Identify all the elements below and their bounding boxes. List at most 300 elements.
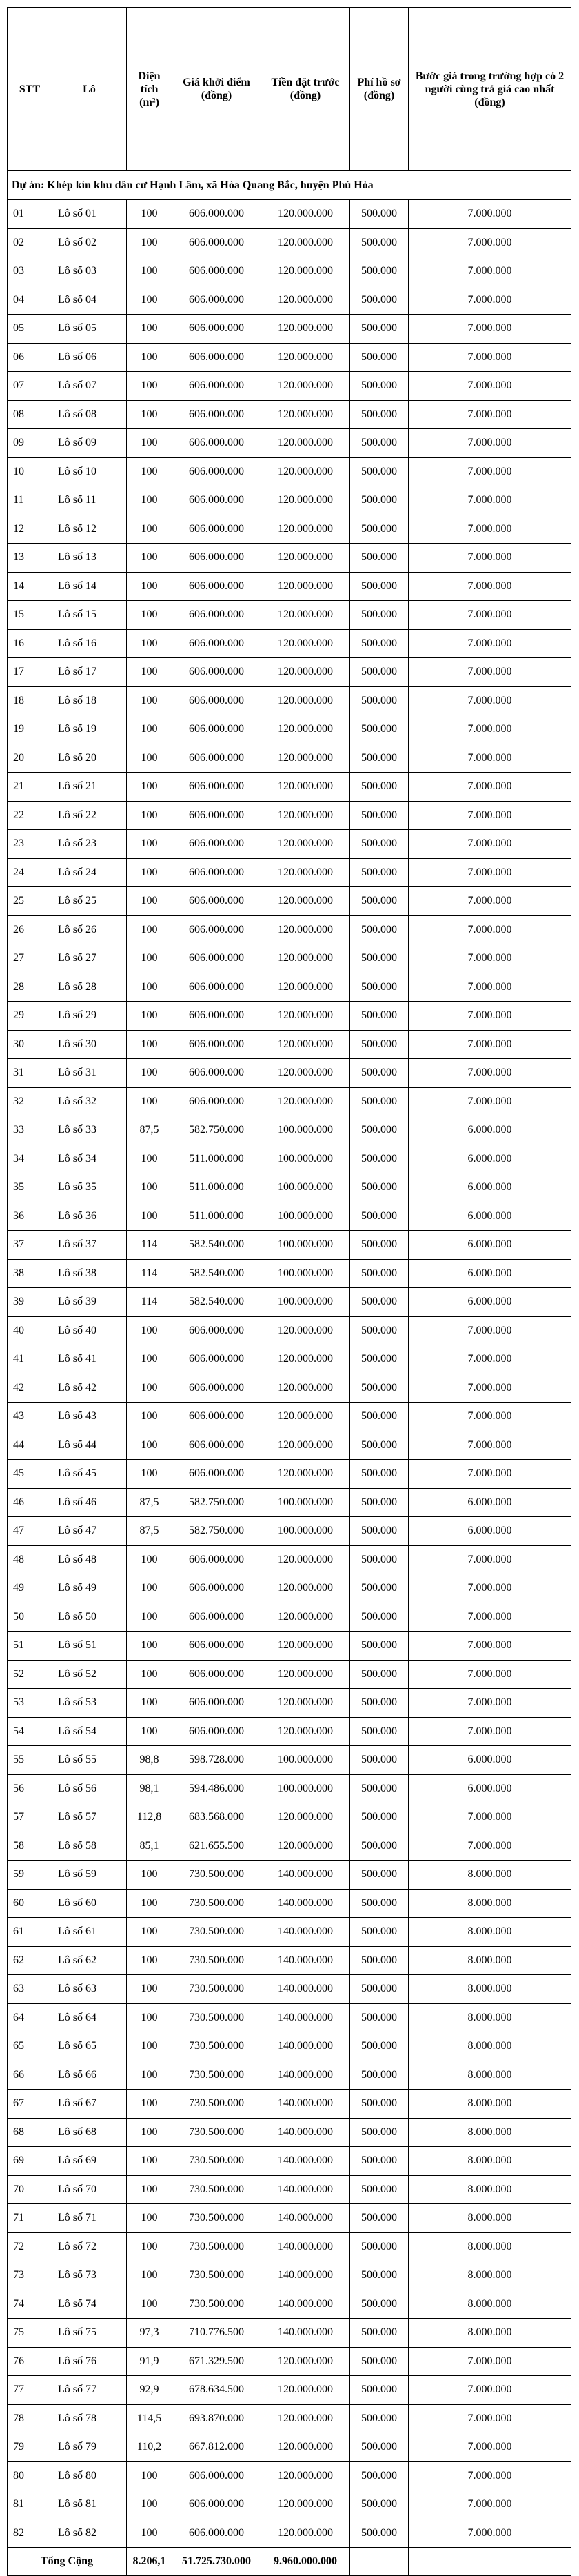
cell-lot: Lô số 29 xyxy=(52,1002,127,1031)
cell-deposit: 120.000.000 xyxy=(261,658,350,687)
cell-stt: 26 xyxy=(8,915,52,944)
table-row xyxy=(8,1488,571,1517)
cell-fee: 500.000 xyxy=(350,2490,409,2519)
cell-area: 100 xyxy=(127,629,172,658)
total-row xyxy=(8,2548,571,2576)
cell-stt: 46 xyxy=(8,1488,52,1517)
cell-fee: 500.000 xyxy=(350,2261,409,2290)
cell-start-price: 606.000.000 xyxy=(172,1717,261,1746)
cell-area: 100 xyxy=(127,1345,172,1374)
cell-area: 100 xyxy=(127,400,172,429)
cell-price-step: 7.000.000 xyxy=(409,801,571,830)
cell-deposit: 120.000.000 xyxy=(261,429,350,458)
cell-deposit: 120.000.000 xyxy=(261,2519,350,2548)
cell-area: 100 xyxy=(127,2003,172,2032)
cell-fee: 500.000 xyxy=(350,2404,409,2433)
cell-deposit: 140.000.000 xyxy=(261,2090,350,2119)
cell-price-step: 8.000.000 xyxy=(409,2319,571,2348)
table-row xyxy=(8,1002,571,1031)
cell-area: 87,5 xyxy=(127,1116,172,1145)
total-fee xyxy=(350,2548,409,2576)
table-row xyxy=(8,2204,571,2233)
cell-start-price: 730.500.000 xyxy=(172,2061,261,2090)
total-start-price: 51.725.730.000 xyxy=(172,2548,261,2576)
cell-deposit: 120.000.000 xyxy=(261,1632,350,1661)
cell-area: 100 xyxy=(127,1918,172,1947)
cell-deposit: 120.000.000 xyxy=(261,343,350,372)
cell-deposit: 120.000.000 xyxy=(261,1603,350,1632)
col-header-start-price: Giá khởi điểm (đồng) xyxy=(172,8,261,171)
cell-start-price: 730.500.000 xyxy=(172,2090,261,2119)
table-row xyxy=(8,2061,571,2090)
table-row xyxy=(8,372,571,401)
cell-lot: Lô số 59 xyxy=(52,1861,127,1890)
cell-deposit: 140.000.000 xyxy=(261,2061,350,2090)
cell-deposit: 120.000.000 xyxy=(261,887,350,916)
cell-lot: Lô số 11 xyxy=(52,486,127,515)
cell-start-price: 606.000.000 xyxy=(172,887,261,916)
cell-stt: 32 xyxy=(8,1087,52,1116)
cell-area: 100 xyxy=(127,887,172,916)
cell-fee: 500.000 xyxy=(350,887,409,916)
cell-area: 100 xyxy=(127,457,172,486)
cell-price-step: 7.000.000 xyxy=(409,858,571,887)
cell-deposit: 140.000.000 xyxy=(261,1918,350,1947)
cell-start-price: 606.000.000 xyxy=(172,1403,261,1431)
cell-area: 91,9 xyxy=(127,2347,172,2376)
cell-price-step: 7.000.000 xyxy=(409,1603,571,1632)
table-row xyxy=(8,2118,571,2147)
cell-area: 100 xyxy=(127,572,172,601)
cell-lot: Lô số 51 xyxy=(52,1632,127,1661)
cell-stt: 53 xyxy=(8,1689,52,1718)
cell-start-price: 606.000.000 xyxy=(172,1030,261,1059)
cell-fee: 500.000 xyxy=(350,1832,409,1861)
cell-price-step: 6.000.000 xyxy=(409,1231,571,1260)
table-row xyxy=(8,2461,571,2490)
cell-lot: Lô số 42 xyxy=(52,1374,127,1403)
cell-start-price: 606.000.000 xyxy=(172,686,261,715)
table-row xyxy=(8,572,571,601)
cell-lot: Lô số 04 xyxy=(52,286,127,315)
cell-lot: Lô số 45 xyxy=(52,1460,127,1489)
table-row xyxy=(8,1345,571,1374)
cell-price-step: 7.000.000 xyxy=(409,486,571,515)
cell-stt: 61 xyxy=(8,1918,52,1947)
cell-stt: 33 xyxy=(8,1116,52,1145)
cell-area: 100 xyxy=(127,830,172,859)
cell-area: 100 xyxy=(127,257,172,286)
table-row xyxy=(8,2290,571,2319)
cell-deposit: 120.000.000 xyxy=(261,773,350,802)
cell-stt: 02 xyxy=(8,228,52,257)
cell-lot: Lô số 79 xyxy=(52,2433,127,2462)
cell-lot: Lô số 82 xyxy=(52,2519,127,2548)
cell-fee: 500.000 xyxy=(350,601,409,630)
cell-stt: 12 xyxy=(8,515,52,544)
cell-start-price: 606.000.000 xyxy=(172,515,261,544)
cell-price-step: 7.000.000 xyxy=(409,1632,571,1661)
cell-lot: Lô số 08 xyxy=(52,400,127,429)
cell-start-price: 606.000.000 xyxy=(172,429,261,458)
table-row xyxy=(8,1689,571,1718)
cell-lot: Lô số 55 xyxy=(52,1746,127,1775)
cell-stt: 81 xyxy=(8,2490,52,2519)
cell-area: 100 xyxy=(127,1603,172,1632)
cell-area: 100 xyxy=(127,1946,172,1975)
cell-area: 100 xyxy=(127,1316,172,1345)
cell-fee: 500.000 xyxy=(350,1087,409,1116)
cell-price-step: 7.000.000 xyxy=(409,457,571,486)
cell-area: 100 xyxy=(127,2032,172,2061)
cell-area: 100 xyxy=(127,1145,172,1173)
cell-fee: 500.000 xyxy=(350,1316,409,1345)
cell-fee: 500.000 xyxy=(350,2147,409,2176)
table-header xyxy=(8,8,571,171)
cell-stt: 41 xyxy=(8,1345,52,1374)
cell-lot: Lô số 19 xyxy=(52,715,127,744)
cell-fee: 500.000 xyxy=(350,486,409,515)
cell-price-step: 7.000.000 xyxy=(409,315,571,344)
cell-stt: 79 xyxy=(8,2433,52,2462)
cell-area: 100 xyxy=(127,2175,172,2204)
table-row xyxy=(8,1632,571,1661)
cell-deposit: 120.000.000 xyxy=(261,915,350,944)
table-row xyxy=(8,457,571,486)
cell-stt: 58 xyxy=(8,1832,52,1861)
cell-start-price: 606.000.000 xyxy=(172,457,261,486)
cell-area: 100 xyxy=(127,2261,172,2290)
cell-stt: 77 xyxy=(8,2376,52,2405)
cell-fee: 500.000 xyxy=(350,2118,409,2147)
cell-lot: Lô số 78 xyxy=(52,2404,127,2433)
cell-fee: 500.000 xyxy=(350,1517,409,1546)
table-row xyxy=(8,973,571,1002)
cell-stt: 57 xyxy=(8,1803,52,1832)
cell-stt: 07 xyxy=(8,372,52,401)
table-row xyxy=(8,744,571,773)
table-row xyxy=(8,1431,571,1460)
cell-deposit: 120.000.000 xyxy=(261,2404,350,2433)
cell-price-step: 8.000.000 xyxy=(409,2261,571,2290)
cell-start-price: 606.000.000 xyxy=(172,1460,261,1489)
table-row xyxy=(8,1145,571,1173)
cell-deposit: 140.000.000 xyxy=(261,2147,350,2176)
cell-stt: 64 xyxy=(8,2003,52,2032)
cell-lot: Lô số 62 xyxy=(52,1946,127,1975)
cell-start-price: 730.500.000 xyxy=(172,1975,261,2004)
cell-stt: 62 xyxy=(8,1946,52,1975)
cell-price-step: 7.000.000 xyxy=(409,944,571,973)
cell-price-step: 7.000.000 xyxy=(409,1545,571,1574)
cell-deposit: 100.000.000 xyxy=(261,1116,350,1145)
cell-fee: 500.000 xyxy=(350,1259,409,1288)
cell-deposit: 100.000.000 xyxy=(261,1488,350,1517)
cell-fee: 500.000 xyxy=(350,1746,409,1775)
cell-lot: Lô số 53 xyxy=(52,1689,127,1718)
cell-stt: 55 xyxy=(8,1746,52,1775)
table-row xyxy=(8,715,571,744)
cell-fee: 500.000 xyxy=(350,2090,409,2119)
cell-start-price: 606.000.000 xyxy=(172,629,261,658)
table-row xyxy=(8,343,571,372)
table-row xyxy=(8,286,571,315)
table-row xyxy=(8,2175,571,2204)
cell-stt: 50 xyxy=(8,1603,52,1632)
cell-deposit: 140.000.000 xyxy=(261,2204,350,2233)
cell-start-price: 606.000.000 xyxy=(172,200,261,229)
cell-start-price: 606.000.000 xyxy=(172,1545,261,1574)
cell-lot: Lô số 14 xyxy=(52,572,127,601)
cell-lot: Lô số 13 xyxy=(52,544,127,573)
cell-area: 92,9 xyxy=(127,2376,172,2405)
cell-deposit: 120.000.000 xyxy=(261,686,350,715)
cell-lot: Lô số 02 xyxy=(52,228,127,257)
table-row xyxy=(8,2232,571,2261)
cell-start-price: 606.000.000 xyxy=(172,1002,261,1031)
cell-stt: 03 xyxy=(8,257,52,286)
cell-lot: Lô số 37 xyxy=(52,1231,127,1260)
cell-price-step: 7.000.000 xyxy=(409,1689,571,1718)
cell-price-step: 8.000.000 xyxy=(409,1946,571,1975)
cell-price-step: 7.000.000 xyxy=(409,572,571,601)
cell-lot: Lô số 60 xyxy=(52,1889,127,1918)
table-row xyxy=(8,1087,571,1116)
cell-deposit: 120.000.000 xyxy=(261,1460,350,1489)
cell-stt: 67 xyxy=(8,2090,52,2119)
cell-lot: Lô số 21 xyxy=(52,773,127,802)
cell-price-step: 7.000.000 xyxy=(409,400,571,429)
cell-area: 100 xyxy=(127,286,172,315)
cell-deposit: 140.000.000 xyxy=(261,2261,350,2290)
table-row xyxy=(8,400,571,429)
cell-fee: 500.000 xyxy=(350,1946,409,1975)
cell-start-price: 621.655.500 xyxy=(172,1832,261,1861)
table-row xyxy=(8,515,571,544)
cell-price-step: 7.000.000 xyxy=(409,658,571,687)
cell-area: 100 xyxy=(127,1087,172,1116)
cell-area: 100 xyxy=(127,773,172,802)
cell-area: 100 xyxy=(127,228,172,257)
cell-lot: Lô số 30 xyxy=(52,1030,127,1059)
cell-fee: 500.000 xyxy=(350,2319,409,2348)
cell-lot: Lô số 77 xyxy=(52,2376,127,2405)
cell-price-step: 7.000.000 xyxy=(409,601,571,630)
cell-stt: 51 xyxy=(8,1632,52,1661)
table-row xyxy=(8,830,571,859)
cell-lot: Lô số 01 xyxy=(52,200,127,229)
cell-price-step: 6.000.000 xyxy=(409,1288,571,1317)
cell-stt: 80 xyxy=(8,2461,52,2490)
cell-stt: 59 xyxy=(8,1861,52,1890)
cell-deposit: 120.000.000 xyxy=(261,572,350,601)
total-label: Tổng Cộng xyxy=(8,2548,127,2576)
cell-fee: 500.000 xyxy=(350,715,409,744)
project-title: Dự án: Khép kín khu dân cư Hạnh Lâm, xã Hòa Quang Bắc, huyện Phú Hòa xyxy=(8,171,571,200)
cell-start-price: 582.750.000 xyxy=(172,1488,261,1517)
cell-start-price: 730.500.000 xyxy=(172,2175,261,2204)
cell-lot: Lô số 50 xyxy=(52,1603,127,1632)
cell-lot: Lô số 47 xyxy=(52,1517,127,1546)
cell-fee: 500.000 xyxy=(350,1030,409,1059)
table-row xyxy=(8,2404,571,2433)
table-row xyxy=(8,1918,571,1947)
cell-stt: 01 xyxy=(8,200,52,229)
cell-area: 98,8 xyxy=(127,1746,172,1775)
table-row xyxy=(8,1889,571,1918)
cell-start-price: 671.329.500 xyxy=(172,2347,261,2376)
cell-deposit: 140.000.000 xyxy=(261,2319,350,2348)
cell-lot: Lô số 54 xyxy=(52,1717,127,1746)
cell-stt: 60 xyxy=(8,1889,52,1918)
cell-price-step: 8.000.000 xyxy=(409,2147,571,2176)
cell-fee: 500.000 xyxy=(350,457,409,486)
cell-area: 97,3 xyxy=(127,2319,172,2348)
cell-fee: 500.000 xyxy=(350,1403,409,1431)
cell-start-price: 606.000.000 xyxy=(172,830,261,859)
cell-start-price: 606.000.000 xyxy=(172,2490,261,2519)
cell-start-price: 511.000.000 xyxy=(172,1202,261,1231)
cell-deposit: 100.000.000 xyxy=(261,1259,350,1288)
cell-price-step: 8.000.000 xyxy=(409,1861,571,1890)
cell-price-step: 7.000.000 xyxy=(409,257,571,286)
cell-area: 100 xyxy=(127,1002,172,1031)
cell-deposit: 120.000.000 xyxy=(261,715,350,744)
cell-price-step: 7.000.000 xyxy=(409,515,571,544)
cell-price-step: 6.000.000 xyxy=(409,1746,571,1775)
cell-start-price: 582.540.000 xyxy=(172,1259,261,1288)
cell-area: 100 xyxy=(127,2090,172,2119)
cell-area: 87,5 xyxy=(127,1488,172,1517)
cell-area: 100 xyxy=(127,915,172,944)
cell-price-step: 6.000.000 xyxy=(409,1259,571,1288)
cell-fee: 500.000 xyxy=(350,1059,409,1088)
table-row xyxy=(8,1030,571,1059)
cell-stt: 24 xyxy=(8,858,52,887)
cell-deposit: 120.000.000 xyxy=(261,1030,350,1059)
cell-start-price: 730.500.000 xyxy=(172,2261,261,2290)
cell-stt: 40 xyxy=(8,1316,52,1345)
cell-stt: 21 xyxy=(8,773,52,802)
cell-area: 100 xyxy=(127,1545,172,1574)
cell-stt: 16 xyxy=(8,629,52,658)
cell-deposit: 140.000.000 xyxy=(261,2175,350,2204)
cell-area: 100 xyxy=(127,2147,172,2176)
cell-area: 100 xyxy=(127,1975,172,2004)
cell-start-price: 606.000.000 xyxy=(172,801,261,830)
cell-price-step: 7.000.000 xyxy=(409,1832,571,1861)
cell-start-price: 582.540.000 xyxy=(172,1288,261,1317)
cell-start-price: 606.000.000 xyxy=(172,1632,261,1661)
cell-stt: 39 xyxy=(8,1288,52,1317)
cell-area: 87,5 xyxy=(127,1517,172,1546)
cell-lot: Lô số 75 xyxy=(52,2319,127,2348)
table-row xyxy=(8,1173,571,1202)
cell-stt: 29 xyxy=(8,1002,52,1031)
cell-area: 100 xyxy=(127,2490,172,2519)
cell-lot: Lô số 06 xyxy=(52,343,127,372)
table-row xyxy=(8,915,571,944)
table-row xyxy=(8,1059,571,1088)
table-row xyxy=(8,1403,571,1431)
table-row xyxy=(8,1746,571,1775)
cell-fee: 500.000 xyxy=(350,372,409,401)
cell-fee: 500.000 xyxy=(350,801,409,830)
cell-lot: Lô số 48 xyxy=(52,1545,127,1574)
cell-price-step: 7.000.000 xyxy=(409,429,571,458)
cell-area: 100 xyxy=(127,944,172,973)
cell-start-price: 511.000.000 xyxy=(172,1173,261,1202)
cell-start-price: 598.728.000 xyxy=(172,1746,261,1775)
cell-price-step: 8.000.000 xyxy=(409,2204,571,2233)
cell-area: 100 xyxy=(127,1431,172,1460)
cell-stt: 70 xyxy=(8,2175,52,2204)
cell-start-price: 730.500.000 xyxy=(172,2032,261,2061)
table-row xyxy=(8,1259,571,1288)
cell-price-step: 6.000.000 xyxy=(409,1774,571,1803)
cell-lot: Lô số 18 xyxy=(52,686,127,715)
cell-fee: 500.000 xyxy=(350,1288,409,1317)
cell-lot: Lô số 23 xyxy=(52,830,127,859)
cell-stt: 31 xyxy=(8,1059,52,1088)
cell-area: 114,5 xyxy=(127,2404,172,2433)
cell-start-price: 606.000.000 xyxy=(172,1087,261,1116)
cell-lot: Lô số 69 xyxy=(52,2147,127,2176)
cell-stt: 05 xyxy=(8,315,52,344)
cell-start-price: 730.500.000 xyxy=(172,1946,261,1975)
cell-start-price: 606.000.000 xyxy=(172,1345,261,1374)
cell-price-step: 7.000.000 xyxy=(409,2461,571,2490)
cell-price-step: 7.000.000 xyxy=(409,1087,571,1116)
table-row xyxy=(8,2261,571,2290)
cell-area: 100 xyxy=(127,1689,172,1718)
cell-price-step: 7.000.000 xyxy=(409,1374,571,1403)
table-row xyxy=(8,773,571,802)
cell-start-price: 730.500.000 xyxy=(172,2232,261,2261)
cell-start-price: 693.870.000 xyxy=(172,2404,261,2433)
cell-stt: 75 xyxy=(8,2319,52,2348)
cell-area: 100 xyxy=(127,486,172,515)
cell-fee: 500.000 xyxy=(350,2347,409,2376)
table-row xyxy=(8,801,571,830)
cell-deposit: 120.000.000 xyxy=(261,2490,350,2519)
cell-lot: Lô số 64 xyxy=(52,2003,127,2032)
cell-deposit: 100.000.000 xyxy=(261,1746,350,1775)
cell-deposit: 120.000.000 xyxy=(261,1832,350,1861)
cell-start-price: 606.000.000 xyxy=(172,773,261,802)
cell-fee: 500.000 xyxy=(350,1431,409,1460)
cell-price-step: 7.000.000 xyxy=(409,1431,571,1460)
cell-deposit: 120.000.000 xyxy=(261,830,350,859)
cell-start-price: 606.000.000 xyxy=(172,400,261,429)
cell-lot: Lô số 25 xyxy=(52,887,127,916)
cell-area: 100 xyxy=(127,715,172,744)
cell-fee: 500.000 xyxy=(350,1488,409,1517)
cell-area: 100 xyxy=(127,1374,172,1403)
cell-lot: Lô số 56 xyxy=(52,1774,127,1803)
cell-price-step: 7.000.000 xyxy=(409,1403,571,1431)
table-row xyxy=(8,2090,571,2119)
cell-deposit: 120.000.000 xyxy=(261,1431,350,1460)
cell-area: 100 xyxy=(127,1889,172,1918)
cell-area: 110,2 xyxy=(127,2433,172,2462)
cell-start-price: 594.486.000 xyxy=(172,1774,261,1803)
cell-price-step: 7.000.000 xyxy=(409,1574,571,1603)
cell-area: 100 xyxy=(127,515,172,544)
cell-start-price: 730.500.000 xyxy=(172,2204,261,2233)
cell-lot: Lô số 49 xyxy=(52,1574,127,1603)
cell-stt: 38 xyxy=(8,1259,52,1288)
